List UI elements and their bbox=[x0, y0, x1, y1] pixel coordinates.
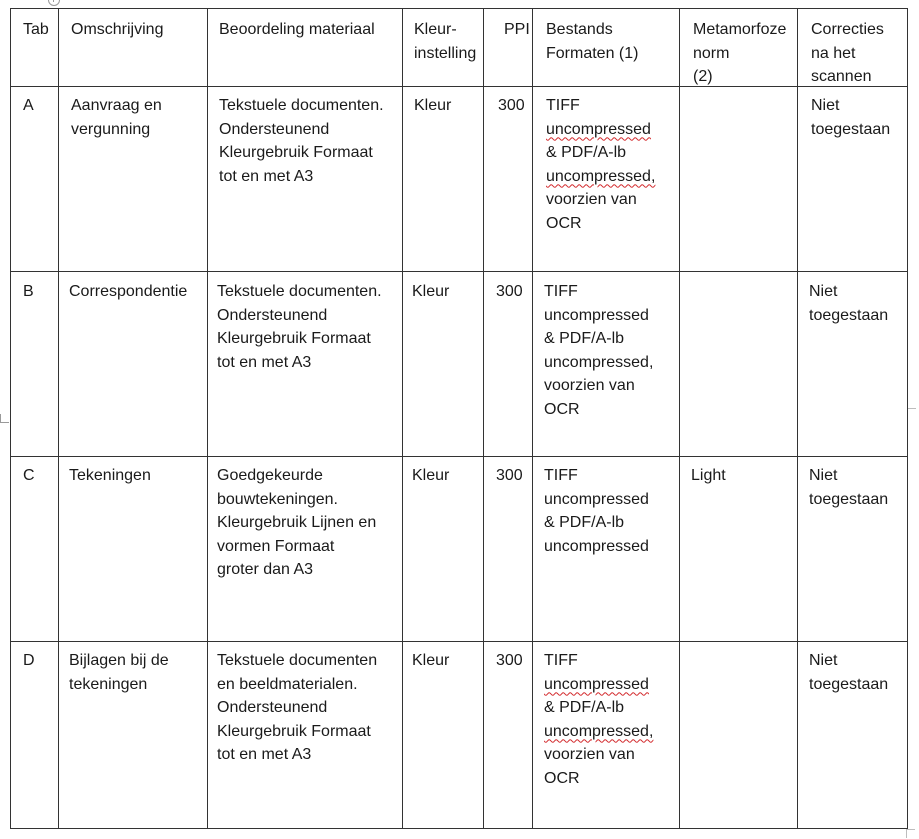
cell-bestandsformaten-line: OCR bbox=[546, 214, 582, 232]
cell-correcties-line: Niet bbox=[809, 467, 838, 484]
header-correcties-line: scannen bbox=[811, 68, 872, 85]
cell-beoordeling-line: tot en met A3 bbox=[219, 167, 314, 185]
cell-omschrijving-line: tekeningen bbox=[69, 675, 148, 693]
row-divider bbox=[11, 641, 907, 642]
cell-ppi bbox=[496, 280, 523, 304]
header-kleurinstelling-line: instelling bbox=[414, 44, 477, 62]
column-divider bbox=[679, 9, 680, 828]
cell-beoordeling bbox=[217, 280, 382, 374]
cell-ppi bbox=[498, 94, 525, 118]
cell-bestandsformaten-line: uncompressed bbox=[546, 120, 651, 138]
cell-kleurinstelling bbox=[412, 464, 449, 488]
cell-kleurinstelling bbox=[412, 649, 449, 673]
cell-tab bbox=[23, 280, 34, 304]
cell-tab-line: A bbox=[23, 97, 34, 114]
cell-bestandsformaten-line: OCR bbox=[544, 769, 580, 787]
header-metamorfoze-norm-line: (2) bbox=[693, 68, 713, 85]
column-divider bbox=[532, 9, 533, 828]
cell-bestandsformaten-line: uncompressed bbox=[544, 306, 649, 324]
cell-omschrijving-line: Bijlagen bij de bbox=[69, 652, 169, 669]
cell-omschrijving-line: Aanvraag en bbox=[71, 97, 162, 114]
column-divider bbox=[58, 9, 59, 828]
cell-bestandsformaten-line: TIFF bbox=[546, 97, 580, 114]
cell-bestandsformaten-line: uncompressed, bbox=[544, 722, 654, 740]
cell-beoordeling-line: tot en met A3 bbox=[217, 746, 312, 763]
cell-omschrijving bbox=[69, 649, 169, 696]
cell-tab-line: D bbox=[23, 652, 35, 669]
cell-kleurinstelling bbox=[414, 94, 451, 118]
header-metamorfoze-norm-line: norm bbox=[693, 44, 730, 62]
cell-bestandsformaten-line: TIFF bbox=[544, 467, 578, 484]
header-omschrijving bbox=[71, 18, 163, 42]
header-beoordeling-line: Beoordeling materiaal bbox=[219, 21, 375, 38]
page-corner-mark bbox=[0, 414, 9, 423]
cell-beoordeling-line: Kleurgebruik Formaat bbox=[217, 330, 371, 347]
cell-ppi-line: 300 bbox=[496, 467, 523, 484]
header-bestandsformaten bbox=[546, 18, 638, 65]
cell-bestandsformaten-line: uncompressed bbox=[544, 675, 649, 693]
table-move-handle-icon[interactable] bbox=[48, 0, 60, 6]
cell-omschrijving-line: Tekeningen bbox=[69, 467, 151, 484]
cell-beoordeling-line: Tekstuele documenten. bbox=[217, 283, 382, 300]
cell-beoordeling-line: vormen Formaat bbox=[217, 537, 335, 555]
cell-bestandsformaten-line: & PDF/A-lb bbox=[546, 144, 627, 161]
cell-correcties bbox=[809, 280, 888, 327]
cell-tab-line: C bbox=[23, 467, 35, 484]
header-correcties-line: na het bbox=[811, 44, 856, 62]
cell-bestandsformaten-line: uncompressed bbox=[544, 537, 649, 555]
header-correcties-line: Correcties bbox=[811, 21, 884, 38]
row-divider bbox=[11, 456, 907, 457]
cell-beoordeling-line: Ondersteunend bbox=[217, 699, 328, 716]
cell-beoordeling-line: bouwtekeningen. bbox=[217, 490, 338, 508]
header-ppi-line: PPI bbox=[504, 21, 530, 38]
cell-kleurinstelling bbox=[412, 280, 449, 304]
cell-beoordeling-line: tot en met A3 bbox=[217, 353, 312, 371]
cell-beoordeling-line: Ondersteunend bbox=[217, 306, 328, 324]
cell-beoordeling-line: groter dan A3 bbox=[217, 561, 314, 578]
cell-correcties-line: Niet bbox=[811, 97, 840, 114]
header-kleurinstelling bbox=[414, 18, 476, 65]
cell-omschrijving-line: Correspondentie bbox=[69, 283, 188, 300]
cell-bestandsformaten-line: uncompressed, bbox=[544, 353, 654, 371]
header-metamorfoze-norm-line: Metamorfoze bbox=[693, 21, 787, 38]
cell-ppi-line: 300 bbox=[498, 97, 525, 114]
cell-ppi bbox=[496, 464, 523, 488]
header-kleurinstelling-line: Kleur- bbox=[414, 21, 457, 38]
cell-tab bbox=[23, 649, 35, 673]
column-divider bbox=[483, 9, 484, 828]
cell-metamorfoze-norm bbox=[691, 464, 726, 488]
header-ppi bbox=[504, 18, 530, 42]
header-metamorfoze-norm bbox=[693, 18, 786, 89]
cell-bestandsformaten bbox=[544, 649, 653, 790]
cell-bestandsformaten bbox=[544, 280, 653, 421]
cell-bestandsformaten-line: voorzien van bbox=[544, 377, 635, 394]
cell-ppi-line: 300 bbox=[496, 283, 523, 300]
cell-correcties bbox=[811, 94, 890, 141]
cell-beoordeling-line: Kleurgebruik Lijnen en bbox=[217, 514, 377, 531]
cell-correcties-line: toegestaan bbox=[809, 675, 889, 693]
cell-beoordeling-line: Ondersteunend bbox=[219, 120, 330, 138]
page-corner-mark bbox=[906, 829, 915, 838]
cell-tab bbox=[23, 94, 34, 118]
cell-bestandsformaten-line: uncompressed bbox=[544, 490, 649, 508]
header-omschrijving-line: Omschrijving bbox=[71, 21, 164, 38]
cell-correcties-line: Niet bbox=[809, 652, 838, 669]
cell-beoordeling-line: Tekstuele documenten bbox=[217, 652, 378, 669]
cell-correcties bbox=[809, 464, 888, 511]
cell-beoordeling bbox=[219, 94, 384, 188]
row-divider bbox=[11, 271, 907, 272]
header-tab bbox=[23, 18, 49, 42]
cell-bestandsformaten bbox=[544, 464, 649, 558]
cell-beoordeling-line: Tekstuele documenten. bbox=[219, 97, 384, 114]
cell-omschrijving-line: vergunning bbox=[71, 120, 151, 138]
cell-kleurinstelling-line: Kleur bbox=[412, 652, 450, 669]
cell-omschrijving bbox=[71, 94, 162, 141]
cell-bestandsformaten-line: OCR bbox=[544, 400, 580, 418]
cell-beoordeling bbox=[217, 464, 376, 582]
cell-bestandsformaten-line: voorzien van bbox=[544, 746, 635, 763]
column-divider bbox=[402, 9, 403, 828]
cell-bestandsformaten-line: uncompressed, bbox=[546, 167, 656, 185]
column-divider bbox=[797, 9, 798, 828]
cell-kleurinstelling-line: Kleur bbox=[414, 97, 452, 114]
cell-omschrijving bbox=[69, 464, 151, 488]
cell-metamorfoze-norm-line: Light bbox=[691, 467, 726, 484]
cell-bestandsformaten-line: & PDF/A-lb bbox=[544, 699, 625, 716]
header-tab-line: Tab bbox=[23, 21, 49, 38]
cell-bestandsformaten-line: & PDF/A-lb bbox=[544, 514, 625, 531]
cell-tab-line: B bbox=[23, 283, 34, 300]
column-divider bbox=[207, 9, 208, 828]
cell-omschrijving bbox=[69, 280, 187, 304]
cell-tab bbox=[23, 464, 35, 488]
cell-correcties-line: toegestaan bbox=[811, 120, 891, 138]
cell-beoordeling bbox=[217, 649, 377, 767]
cell-bestandsformaten-line: voorzien van bbox=[546, 191, 637, 208]
page-corner-mark bbox=[908, 408, 916, 417]
cell-beoordeling-line: en beeldmaterialen. bbox=[217, 675, 358, 693]
cell-correcties-line: toegestaan bbox=[809, 306, 889, 324]
cell-bestandsformaten-line: & PDF/A-lb bbox=[544, 330, 625, 347]
cell-correcties-line: toegestaan bbox=[809, 490, 889, 508]
cell-correcties bbox=[809, 649, 888, 696]
cell-beoordeling-line: Kleurgebruik Formaat bbox=[219, 144, 373, 161]
header-correcties bbox=[811, 18, 884, 89]
cell-bestandsformaten bbox=[546, 94, 655, 235]
header-bestandsformaten-line: Bestands bbox=[546, 21, 613, 38]
cell-beoordeling-line: Goedgekeurde bbox=[217, 467, 323, 484]
header-bestandsformaten-line: Formaten (1) bbox=[546, 44, 639, 62]
cell-ppi bbox=[496, 649, 523, 673]
cell-kleurinstelling-line: Kleur bbox=[412, 467, 450, 484]
cell-bestandsformaten-line: TIFF bbox=[544, 283, 578, 300]
scan-specification-table bbox=[10, 8, 908, 829]
cell-beoordeling-line: Kleurgebruik Formaat bbox=[217, 722, 371, 740]
cell-bestandsformaten-line: TIFF bbox=[544, 652, 578, 669]
cell-correcties-line: Niet bbox=[809, 283, 838, 300]
header-beoordeling bbox=[219, 18, 375, 42]
cell-kleurinstelling-line: Kleur bbox=[412, 283, 450, 300]
cell-ppi-line: 300 bbox=[496, 652, 523, 669]
